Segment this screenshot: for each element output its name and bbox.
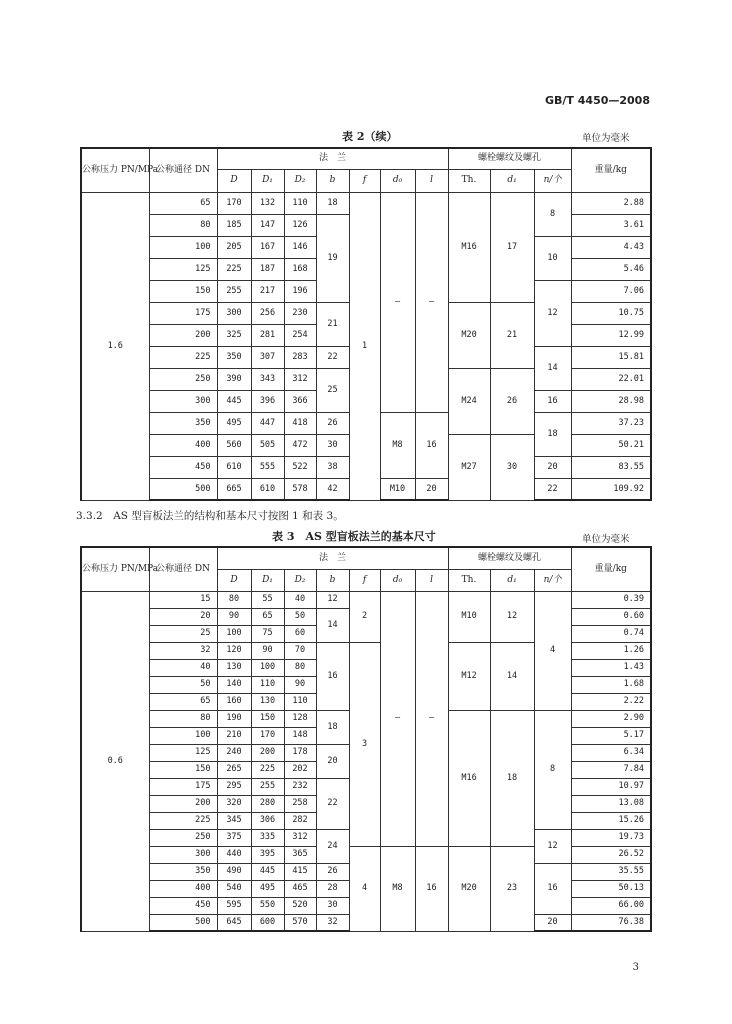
cell: 28.98 <box>571 390 651 412</box>
table3 <box>80 546 652 932</box>
cell: 5.46 <box>571 258 651 280</box>
cell: 30 <box>316 897 349 914</box>
cell: 150 <box>251 710 284 727</box>
cell: 15.81 <box>571 346 651 368</box>
cell: 4.43 <box>571 236 651 258</box>
cell: M12 <box>448 642 490 710</box>
cell: 40 <box>284 591 316 608</box>
table-row: 175 <box>149 778 217 795</box>
page-number: 3 <box>632 962 639 973</box>
cell: 80 <box>284 659 316 676</box>
cell: 307 <box>251 346 284 368</box>
cell: 18 <box>316 710 349 744</box>
cell: 447 <box>251 412 284 434</box>
header-D1: D₁ <box>251 569 284 591</box>
header-pn: 公称压力 PN/MPa <box>81 148 149 192</box>
cell: M10 <box>380 478 415 500</box>
header-D: D <box>217 169 251 192</box>
cell: 132 <box>251 192 284 214</box>
standard-number: GB/T 4450—2008 <box>545 94 650 107</box>
header-l: l <box>415 169 448 192</box>
table-row: 500 <box>149 478 217 500</box>
table-row: 20 <box>149 608 217 625</box>
table2-unit: 单位为毫米 <box>582 133 630 144</box>
cell: 168 <box>284 258 316 280</box>
cell: 10 <box>534 236 571 280</box>
cell: 265 <box>217 761 251 778</box>
cell: 18 <box>534 412 571 456</box>
table-row: 65 <box>149 693 217 710</box>
cell: 0.60 <box>571 608 651 625</box>
table-row: 225 <box>149 812 217 829</box>
cell: 110 <box>284 693 316 710</box>
cell: 187 <box>251 258 284 280</box>
cell: 0.39 <box>571 591 651 608</box>
cell: 30 <box>490 434 534 500</box>
cell: 256 <box>251 302 284 324</box>
header-pn: 公称压力 PN/MPa <box>81 547 149 591</box>
cell: 83.55 <box>571 456 651 478</box>
cell: 418 <box>284 412 316 434</box>
header-dn: 公称通径 DN <box>149 547 217 591</box>
header-f: f <box>349 169 380 192</box>
cell: 3 <box>349 642 380 846</box>
cell: 24 <box>316 829 349 863</box>
cell: 555 <box>251 456 284 478</box>
cell: 26 <box>316 863 349 880</box>
cell: 312 <box>284 829 316 846</box>
header-b: b <box>316 169 349 192</box>
cell: 258 <box>284 795 316 812</box>
cell: 4 <box>534 591 571 710</box>
cell: 4 <box>349 846 380 931</box>
table-row: 150 <box>149 280 217 302</box>
cell: M8 <box>380 412 415 478</box>
cell: 550 <box>251 897 284 914</box>
cell: 1.43 <box>571 659 651 676</box>
cell: 190 <box>217 710 251 727</box>
cell: 28 <box>316 880 349 897</box>
cell: 232 <box>284 778 316 795</box>
cell: 240 <box>217 744 251 761</box>
table-row: 200 <box>149 324 217 346</box>
cell: 12 <box>316 591 349 608</box>
cell: 645 <box>217 914 251 931</box>
cell: 230 <box>284 302 316 324</box>
cell: 128 <box>284 710 316 727</box>
table-row: 50 <box>149 676 217 693</box>
cell: 16 <box>534 863 571 914</box>
cell: 282 <box>284 812 316 829</box>
cell: 7.84 <box>571 761 651 778</box>
header-l: l <box>415 569 448 591</box>
cell: 520 <box>284 897 316 914</box>
cell: 440 <box>217 846 251 863</box>
table-row: 65 <box>149 192 217 214</box>
table-row: 450 <box>149 456 217 478</box>
section-3-3-2: 3.3.2 AS 型盲板法兰的结构和基本尺寸按图 1 和表 3。 <box>76 510 344 522</box>
table-row: 350 <box>149 412 217 434</box>
cell: 2.22 <box>571 693 651 710</box>
cell: 18 <box>316 192 349 214</box>
cell: 50 <box>284 608 316 625</box>
cell: 600 <box>251 914 284 931</box>
cell: M27 <box>448 434 490 500</box>
header-weight: 重量/kg <box>571 148 651 192</box>
cell: 20 <box>534 914 571 931</box>
table2-caption: 表 2（续） <box>342 130 398 143</box>
cell: 335 <box>251 829 284 846</box>
cell: M24 <box>448 368 490 434</box>
cell: 495 <box>217 412 251 434</box>
cell: 202 <box>284 761 316 778</box>
cell: 283 <box>284 346 316 368</box>
cell: 20 <box>415 478 448 500</box>
header-bolt: 螺栓螺纹及螺孔 <box>448 148 571 169</box>
cell: 210 <box>217 727 251 744</box>
cell: 110 <box>284 192 316 214</box>
cell: 15.26 <box>571 812 651 829</box>
cell: 395 <box>251 846 284 863</box>
table-row: 125 <box>149 258 217 280</box>
cell: 22 <box>534 478 571 500</box>
cell: 26 <box>490 368 534 434</box>
cell: 32 <box>316 914 349 931</box>
cell: 30 <box>316 434 349 456</box>
header-D2: D₂ <box>284 169 316 192</box>
cell: 50.21 <box>571 434 651 456</box>
cell: 350 <box>217 346 251 368</box>
table-row: 40 <box>149 659 217 676</box>
cell: 2.88 <box>571 192 651 214</box>
cell: 16 <box>415 412 448 478</box>
cell: 14 <box>534 346 571 390</box>
cell: 38 <box>316 456 349 478</box>
cell: 312 <box>284 368 316 390</box>
cell: 445 <box>217 390 251 412</box>
cell: 7.06 <box>571 280 651 302</box>
table-row: 15 <box>149 591 217 608</box>
cell: 196 <box>284 280 316 302</box>
cell: 3.61 <box>571 214 651 236</box>
cell: 495 <box>251 880 284 897</box>
table-row: 25 <box>149 625 217 642</box>
cell: 50.13 <box>571 880 651 897</box>
table-row: 450 <box>149 897 217 914</box>
cell: 217 <box>251 280 284 302</box>
cell: 10.97 <box>571 778 651 795</box>
cell: 178 <box>284 744 316 761</box>
cell: 23 <box>490 846 534 931</box>
cell: 18 <box>490 710 534 846</box>
header-n: n/个 <box>534 569 571 591</box>
cell: M16 <box>448 192 490 302</box>
cell: 345 <box>217 812 251 829</box>
cell: M20 <box>448 846 490 931</box>
cell: 254 <box>284 324 316 346</box>
header-flange: 法 兰 <box>217 148 448 169</box>
header-D1: D₁ <box>251 169 284 192</box>
cell: 0.74 <box>571 625 651 642</box>
cell: 8 <box>534 192 571 236</box>
cell: 13.08 <box>571 795 651 812</box>
pn-cell: 0.6 <box>81 591 149 931</box>
cell: 472 <box>284 434 316 456</box>
table-row: 300 <box>149 846 217 863</box>
cell: 320 <box>217 795 251 812</box>
header-weight: 重量/kg <box>571 547 651 591</box>
cell: 167 <box>251 236 284 258</box>
table-row: 250 <box>149 368 217 390</box>
table-row: 225 <box>149 346 217 368</box>
cell: 595 <box>217 897 251 914</box>
cell: 225 <box>251 761 284 778</box>
cell: M16 <box>448 710 490 846</box>
cell: 300 <box>217 302 251 324</box>
cell: — <box>415 591 448 846</box>
header-n: n/个 <box>534 169 571 192</box>
cell: — <box>380 591 415 846</box>
cell: 66.00 <box>571 897 651 914</box>
table-row: 250 <box>149 829 217 846</box>
cell: 20 <box>534 456 571 478</box>
cell: M10 <box>448 591 490 642</box>
header-flange: 法 兰 <box>217 547 448 569</box>
cell: 55 <box>251 591 284 608</box>
cell: 280 <box>251 795 284 812</box>
cell: 170 <box>251 727 284 744</box>
cell: M8 <box>380 846 415 931</box>
table3-unit: 单位为毫米 <box>582 534 630 545</box>
cell: 22.01 <box>571 368 651 390</box>
cell: 12.99 <box>571 324 651 346</box>
cell: 170 <box>217 192 251 214</box>
cell: 295 <box>217 778 251 795</box>
header-th: Th. <box>448 569 490 591</box>
cell: 578 <box>284 478 316 500</box>
pn-cell: 1.6 <box>81 192 149 500</box>
cell: 665 <box>217 478 251 500</box>
table-row: 100 <box>149 236 217 258</box>
table-row: 175 <box>149 302 217 324</box>
header-d1: d₁ <box>490 169 534 192</box>
cell: 146 <box>284 236 316 258</box>
header-d0: d₀ <box>380 169 415 192</box>
cell: 465 <box>284 880 316 897</box>
table-row: 100 <box>149 727 217 744</box>
cell: 65 <box>251 608 284 625</box>
cell: 14 <box>316 608 349 642</box>
cell: 19 <box>316 214 349 302</box>
cell: 76.38 <box>571 914 651 931</box>
cell: 10.75 <box>571 302 651 324</box>
cell: 120 <box>217 642 251 659</box>
cell: 42 <box>316 478 349 500</box>
header-d0: d₀ <box>380 569 415 591</box>
cell: 1 <box>349 192 380 500</box>
cell: 610 <box>251 478 284 500</box>
cell: 325 <box>217 324 251 346</box>
cell: 17 <box>490 192 534 302</box>
cell: 185 <box>217 214 251 236</box>
cell: 1.26 <box>571 642 651 659</box>
cell: 26.52 <box>571 846 651 863</box>
cell: 5.17 <box>571 727 651 744</box>
cell: 445 <box>251 863 284 880</box>
cell: 12 <box>534 280 571 346</box>
cell: 1.68 <box>571 676 651 693</box>
cell: 75 <box>251 625 284 642</box>
cell: 160 <box>217 693 251 710</box>
cell: 366 <box>284 390 316 412</box>
cell: 343 <box>251 368 284 390</box>
cell: 365 <box>284 846 316 863</box>
cell: — <box>380 192 415 412</box>
header-th: Th. <box>448 169 490 192</box>
table-row: 80 <box>149 710 217 727</box>
cell: 19.73 <box>571 829 651 846</box>
cell: 130 <box>217 659 251 676</box>
cell: 522 <box>284 456 316 478</box>
cell: 16 <box>415 846 448 931</box>
cell: 60 <box>284 625 316 642</box>
header-d1: d₁ <box>490 569 534 591</box>
cell: 375 <box>217 829 251 846</box>
cell: 610 <box>217 456 251 478</box>
table-row: 400 <box>149 880 217 897</box>
table-row: 500 <box>149 914 217 931</box>
header-dn: 公称通径 DN <box>149 148 217 192</box>
cell: 390 <box>217 368 251 390</box>
cell: M20 <box>448 302 490 368</box>
table-row: 80 <box>149 214 217 236</box>
cell: 100 <box>251 659 284 676</box>
cell: 90 <box>251 642 284 659</box>
cell: 130 <box>251 693 284 710</box>
cell: 225 <box>217 258 251 280</box>
cell: 2.90 <box>571 710 651 727</box>
cell: 505 <box>251 434 284 456</box>
cell: 70 <box>284 642 316 659</box>
cell: 12 <box>534 829 571 863</box>
cell: 2 <box>349 591 380 642</box>
cell: 22 <box>316 778 349 829</box>
cell: 147 <box>251 214 284 236</box>
cell: 109.92 <box>571 478 651 500</box>
cell: 37.23 <box>571 412 651 434</box>
cell: 25 <box>316 368 349 412</box>
table-row: 150 <box>149 761 217 778</box>
table-row: 400 <box>149 434 217 456</box>
cell: 200 <box>251 744 284 761</box>
cell: 255 <box>251 778 284 795</box>
cell: 22 <box>316 346 349 368</box>
table-row: 125 <box>149 744 217 761</box>
cell: 26 <box>316 412 349 434</box>
cell: 281 <box>251 324 284 346</box>
table2 <box>80 147 652 501</box>
cell: 415 <box>284 863 316 880</box>
cell: 14 <box>490 642 534 710</box>
header-bolt: 螺栓螺纹及螺孔 <box>448 547 571 569</box>
cell: 540 <box>217 880 251 897</box>
cell: 148 <box>284 727 316 744</box>
table-row: 32 <box>149 642 217 659</box>
cell: 570 <box>284 914 316 931</box>
cell: 90 <box>217 608 251 625</box>
cell: 16 <box>534 390 571 412</box>
cell: 6.34 <box>571 744 651 761</box>
cell: 396 <box>251 390 284 412</box>
cell: 21 <box>316 302 349 346</box>
cell: 205 <box>217 236 251 258</box>
cell: 80 <box>217 591 251 608</box>
table-row: 200 <box>149 795 217 812</box>
cell: 21 <box>490 302 534 368</box>
cell: 8 <box>534 710 571 829</box>
header-D2: D₂ <box>284 569 316 591</box>
table-row: 350 <box>149 863 217 880</box>
cell: 12 <box>490 591 534 642</box>
cell: — <box>415 192 448 412</box>
cell: 255 <box>217 280 251 302</box>
cell: 490 <box>217 863 251 880</box>
cell: 560 <box>217 434 251 456</box>
cell: 20 <box>316 744 349 778</box>
cell: 140 <box>217 676 251 693</box>
cell: 16 <box>316 642 349 710</box>
cell: 100 <box>217 625 251 642</box>
cell: 126 <box>284 214 316 236</box>
table-row: 300 <box>149 390 217 412</box>
cell: 35.55 <box>571 863 651 880</box>
table3-caption: 表 3 AS 型盲板法兰的基本尺寸 <box>272 530 436 543</box>
header-D: D <box>217 569 251 591</box>
header-f: f <box>349 569 380 591</box>
cell: 90 <box>284 676 316 693</box>
header-b: b <box>316 569 349 591</box>
cell: 110 <box>251 676 284 693</box>
cell: 306 <box>251 812 284 829</box>
